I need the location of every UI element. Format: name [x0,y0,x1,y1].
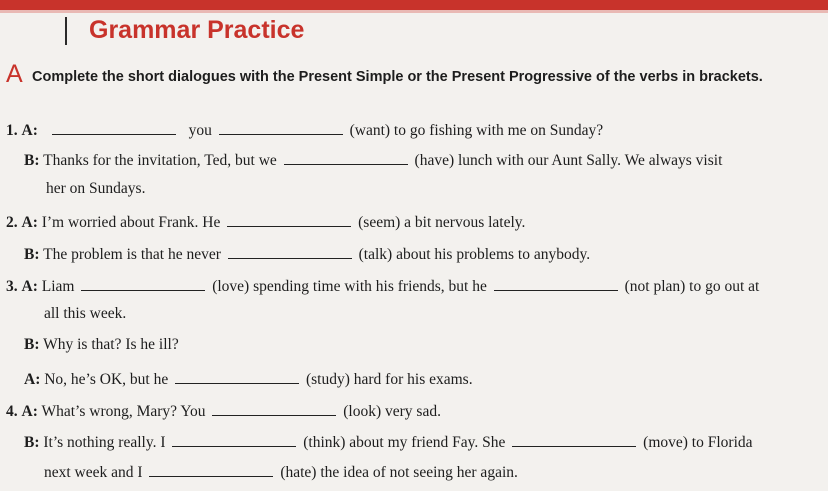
speaker-label: B: [24,246,40,263]
dialogue-text: (look) very sad. [343,403,441,420]
dialogue-text: (want) to go fishing with me on Sunday? [349,122,604,139]
dialogue-text: Thanks for the invitation, Ted, but we [43,152,277,169]
exercise-line [24,150,722,170]
exercise-line [44,462,518,482]
item-number: 1. [6,122,18,139]
answer-blank[interactable] [212,401,336,416]
answer-blank[interactable] [512,432,636,447]
answer-blank[interactable] [52,120,176,135]
exercise-line [24,369,473,389]
answer-blank[interactable] [284,150,408,165]
speaker-label: B: [24,434,40,451]
exercise-line: her on Sundays. [46,180,146,197]
dialogue-text: It’s nothing really. I [43,434,166,451]
dialogue-text: Why is that? Is he ill? [43,336,179,353]
dialogue-text: next week and I [44,464,143,481]
exercise-line [6,401,441,421]
dialogue-text: (think) about my friend Fay. She [303,434,506,451]
top-accent-bar [0,10,828,13]
exercise-line [24,432,753,452]
speaker-label: A: [21,278,38,295]
page-title: Grammar Practice [89,16,305,44]
answer-blank[interactable] [227,212,351,227]
dialogue-text: (have) lunch with our Aunt Sally. We always visit [414,152,723,169]
dialogue-text: No, he’s OK, but he [44,371,169,388]
dialogue-text: (seem) a bit nervous lately. [358,214,526,231]
answer-blank[interactable] [219,120,343,135]
answer-blank[interactable] [175,369,299,384]
dialogue-text: (move) to Florida [643,434,753,451]
exercise-line [6,276,759,296]
dialogue-text: (not plan) to go out at [624,278,760,295]
answer-blank[interactable] [81,276,205,291]
answer-blank[interactable] [228,244,352,259]
title-divider [65,17,67,45]
dialogue-text: Liam [41,278,75,295]
answer-blank[interactable] [172,432,296,447]
answer-blank[interactable] [149,462,273,477]
dialogue-text: I’m worried about Frank. He [41,214,221,231]
exercise-line [24,244,590,264]
speaker-label: A: [21,122,38,139]
speaker-label: A: [21,403,38,420]
dialogue-text: you [188,122,212,139]
exercise-line: all this week. [44,305,127,322]
exercise-line [6,120,603,140]
speaker-label: B: [24,152,40,169]
speaker-label: A: [21,214,38,231]
speaker-label: B: [24,336,40,353]
exercise-line [6,212,525,232]
dialogue-text: (study) hard for his exams. [305,371,473,388]
item-number: 3. [6,278,18,295]
item-number: 2. [6,214,18,231]
speaker-label: A: [24,371,41,388]
item-number: 4. [6,403,18,420]
dialogue-text: The problem is that he never [43,246,221,263]
section-letter: A [6,60,23,88]
dialogue-text: (love) spending time with his friends, but he [212,278,487,295]
top-red-bar [0,0,828,10]
answer-blank[interactable] [494,276,618,291]
dialogue-text: What’s wrong, Mary? You [41,403,206,420]
dialogue-text: (talk) about his problems to anybody. [358,246,591,263]
dialogue-text: (hate) the idea of not seeing her again. [280,464,518,481]
section-instruction: Complete the short dialogues with the Present Simple or the Present Progressive of the verbs in brackets. [32,69,763,85]
exercise-line [24,336,179,354]
